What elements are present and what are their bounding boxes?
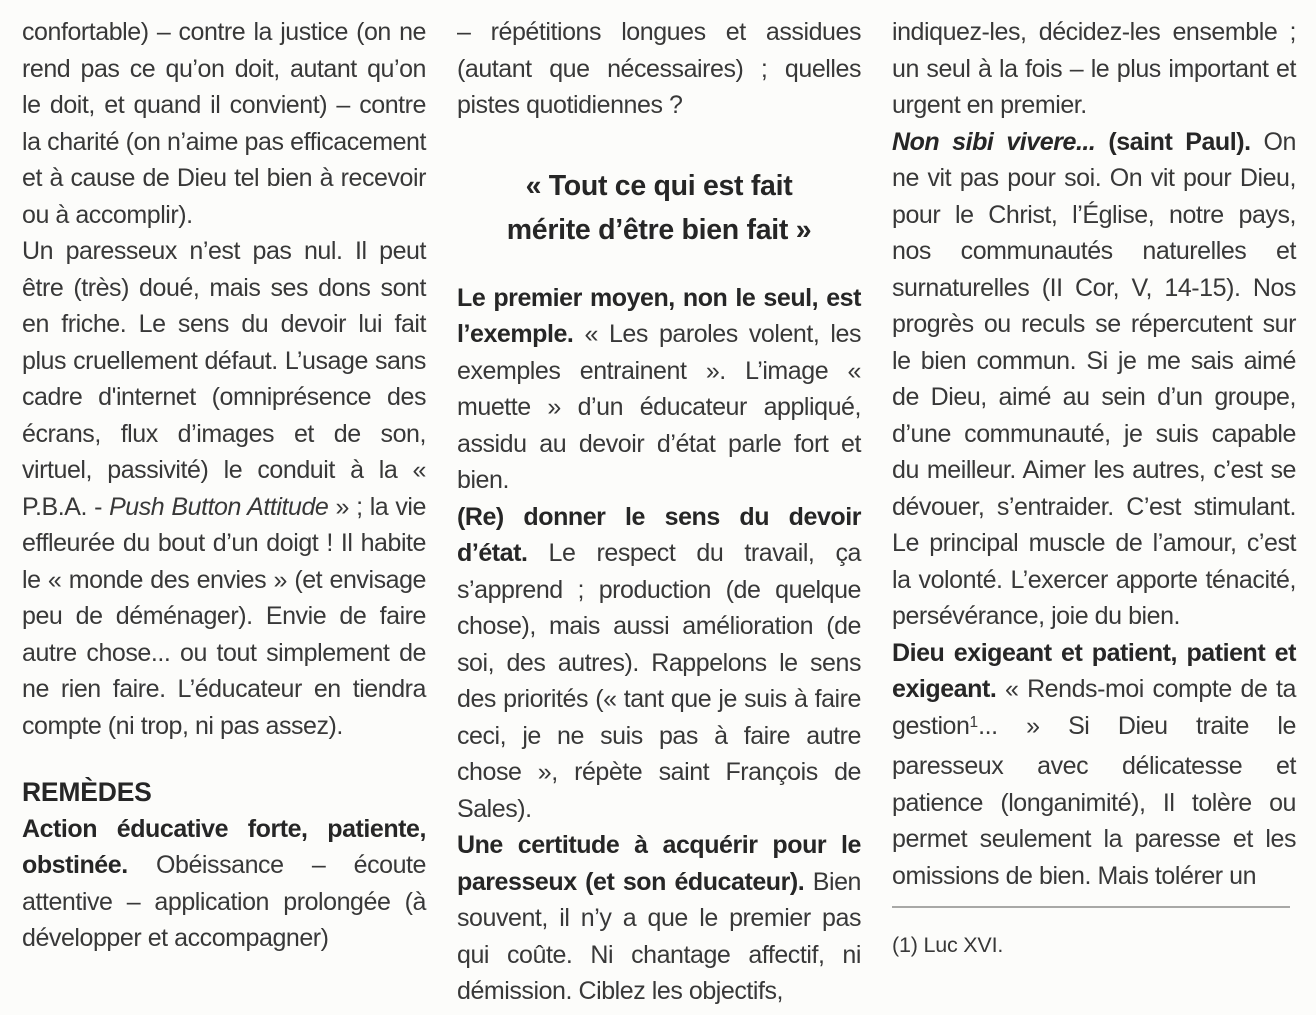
text-segment: Un paresseux n’est pas nul. Il peut être (très) doué, mais ses dons sont en friche. Le sens du devoir lui fait plus cruellement défaut. L’usage sans cadre d'internet (omniprésence des écrans, flux d’images et de son, virtuel, passivité) le conduit à la « P.B.A. - bbox=[22, 237, 426, 521]
text-segment: Une certitude à acquérir pour le paresseux (et son éducateur). bbox=[457, 831, 861, 896]
paragraph bbox=[892, 635, 1296, 895]
footnote-ref-marker: 1 bbox=[969, 713, 979, 731]
section-heading: REMÈDES bbox=[22, 777, 152, 807]
text-columns bbox=[22, 14, 1296, 1010]
paragraph bbox=[22, 14, 426, 233]
text-segment: Le respect du travail, ça s’apprend ; production (de quelque chose), mais aussi amélioration (de soi, des autres). Rappelons le sens des priorités (« tant que je suis à faire ceci, je ne suis pas à faire autre chose », répète saint François de Sales). bbox=[457, 539, 861, 823]
footnote-rule bbox=[892, 906, 1290, 908]
text-segment: (Re) donner le sens du devoir d’état. bbox=[457, 502, 861, 567]
text-segment: indiquez-les, décidez-les ensemble ; un seul à la fois – le plus important et urgent en premier. bbox=[892, 18, 1296, 119]
text-segment: ... » Si Dieu traite le paresseux avec délicatesse et patience (longanimité), Il tolère ou permet seulement la paresse et les omissions de bien. Mais tolérer un bbox=[892, 711, 1296, 890]
paragraph bbox=[457, 499, 861, 828]
text-segment: » ; la vie effleurée du bout d’un doigt ! Il habite le « monde des envies » (et envisage peu de déménager). Envie de faire autre chose... ou tout simplement de ne rien faire. L’éducateur en tiendra compte (ni trop, ni pas assez). bbox=[22, 492, 426, 740]
text-segment: On ne vit pas pour soi. On vit pour Dieu, pour le Christ, l’Église, notre pays, nos communautés naturelles et surnaturelles (II Cor, V, 14-15). Nos progrès ou reculs se répercutent sur le bien commun. Si je me sais aimé de Dieu, aimé au sein d’un groupe, d’une communauté, je suis capable du meilleur. Aimer les autres, c’est se dévouer, s’entraider. C’est stimulant. Le principal muscle de l’amour, c’est la volonté. L’exercer apporte ténacité, persévérance, joie du bien. bbox=[892, 127, 1296, 630]
text-segment: confortable) – contre la justice (on ne rend pas ce qu’on doit, autant qu’on le doit, et quand il convient) – contre la charité (on n’aime pas efficacement et à cause de Dieu tel bien à recevoir ou à accomplir). bbox=[22, 18, 426, 229]
paragraph bbox=[457, 827, 861, 1010]
text-segment: Obéissance – écoute attentive – application prolongée (à développer et accompagner) bbox=[22, 851, 426, 952]
text-segment: Bien souvent, il n’y a que le premier pas qui coûte. Ni chantage affectif, ni démission. Ciblez les objectifs, bbox=[457, 867, 861, 1005]
paragraph bbox=[22, 233, 426, 744]
column-1 bbox=[22, 14, 426, 957]
text-segment: « Rends-moi compte de ta gestion bbox=[892, 675, 1296, 740]
text-segment: (saint Paul). bbox=[1095, 127, 1251, 156]
paragraph bbox=[457, 14, 861, 124]
text-segment: Non sibi vivere... bbox=[892, 127, 1096, 156]
pull-quote-heading bbox=[461, 164, 857, 252]
column-3 bbox=[892, 14, 1296, 958]
text-segment: Dieu exigeant et patient, patient et exigeant. bbox=[892, 638, 1296, 703]
paragraph bbox=[892, 124, 1296, 635]
pull-quote-line: mérite d’être bien fait » bbox=[506, 213, 812, 246]
text-segment: – répétitions longues et assidues (autant que nécessaires) ; quelles pistes quotidiennes ? bbox=[457, 18, 861, 119]
footnote-text: (1) Luc XVI. bbox=[892, 933, 1004, 957]
paragraph bbox=[22, 811, 426, 957]
paragraph bbox=[892, 14, 1296, 124]
text-segment: Le premier moyen, non le seul, est l’exemple. bbox=[457, 283, 861, 348]
paragraph bbox=[457, 280, 861, 499]
text-segment: « Les paroles volent, les exemples entrainent ». L’image « muette » d’un éducateur appliqué, assidu au devoir d’état parle fort et bien. bbox=[457, 320, 861, 494]
text-segment: Push Button Attitude bbox=[109, 492, 329, 521]
text-segment: Action éducative forte, patiente, obstinée. bbox=[22, 814, 426, 879]
column-2 bbox=[457, 14, 861, 1010]
pull-quote-line: « Tout ce qui est fait bbox=[525, 169, 793, 202]
